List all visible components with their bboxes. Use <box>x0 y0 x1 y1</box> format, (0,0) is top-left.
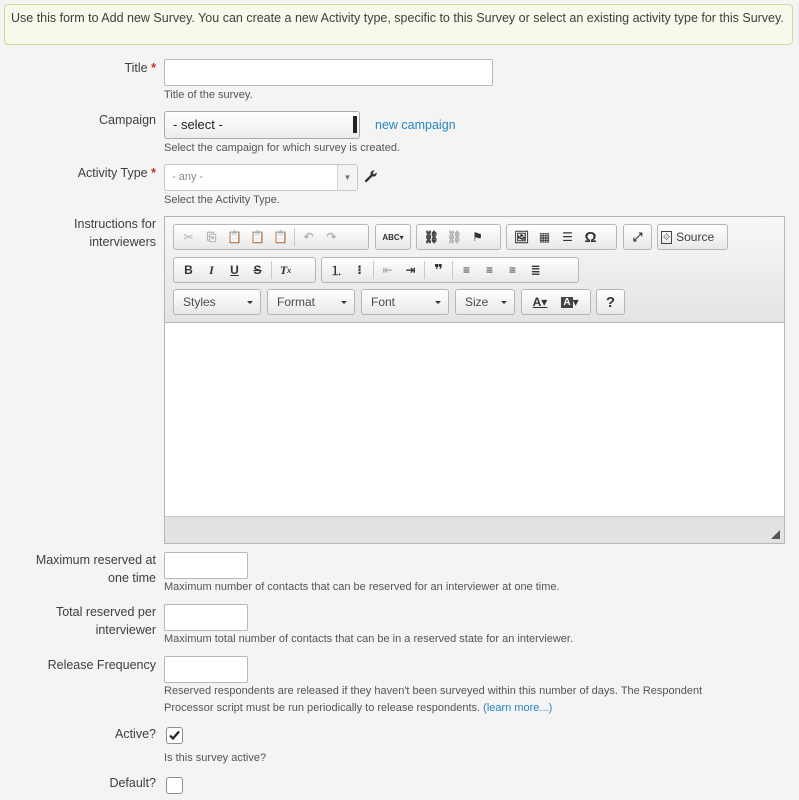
format-label: Format <box>277 295 316 309</box>
checkmark-icon <box>167 728 182 743</box>
activity-type-select[interactable] <box>164 164 358 191</box>
default-checkbox[interactable] <box>166 777 183 794</box>
source-icon: ⟐ <box>663 231 671 242</box>
active-description: Is this survey active? <box>164 752 267 764</box>
strikethrough-icon[interactable]: S <box>253 263 262 277</box>
font-label: Font <box>371 295 396 309</box>
separator <box>271 261 272 279</box>
select-arrow-icon <box>353 116 357 133</box>
help-message: Use this form to Add new Survey. You can create a new Activity type, specific to this Survey or select an existing activity type for this Survey. <box>4 4 793 45</box>
total-reserved-description: Maximum total number of contacts that can be in a reserved state for an interviewer. <box>164 633 574 645</box>
active-checkbox[interactable] <box>166 727 183 744</box>
undo-icon[interactable]: ↶ <box>303 230 314 244</box>
paste-word-icon[interactable]: 📋 <box>273 230 288 244</box>
blockquote-icon[interactable]: ❞ <box>434 262 443 279</box>
justify-icon[interactable]: ≣ <box>530 263 541 277</box>
release-frequency-input[interactable] <box>164 656 248 683</box>
unlink-icon[interactable]: ⛓ <box>446 230 463 244</box>
campaign-description: Select the campaign for which survey is created. <box>164 142 401 154</box>
size-combo[interactable] <box>455 289 515 315</box>
maximize-icon[interactable]: ⤢ <box>632 229 643 244</box>
required-mark: * <box>151 166 156 180</box>
spellcheck-group <box>375 224 411 250</box>
rich-text-editor[interactable] <box>164 216 785 544</box>
source-label: Source <box>676 230 715 244</box>
anchor-flag-icon[interactable]: ⚑ <box>472 230 483 244</box>
help-group <box>596 289 625 315</box>
chevron-down-icon <box>501 301 507 304</box>
maximize-group <box>623 224 652 250</box>
basic-styles-group <box>173 257 316 283</box>
editor-status-bar <box>165 516 784 543</box>
clipboard-group <box>173 224 369 250</box>
active-label: Active? <box>115 727 156 741</box>
text-color-icon[interactable]: A▾ <box>532 295 548 309</box>
background-color-icon[interactable]: A ▾ <box>563 295 579 309</box>
indent-icon[interactable]: ⇥ <box>405 263 416 277</box>
campaign-select[interactable] <box>164 111 360 139</box>
outdent-icon[interactable]: ⇤ <box>382 263 393 277</box>
link-icon[interactable]: ⛓ <box>423 230 440 244</box>
title-input[interactable] <box>164 59 493 86</box>
paste-text-icon[interactable]: 📋 <box>250 230 265 244</box>
source-button[interactable] <box>657 224 728 250</box>
chevron-down-icon <box>247 301 253 304</box>
activity-type-placeholder: - any - <box>172 171 204 183</box>
default-label: Default? <box>109 776 156 790</box>
numbered-list-icon[interactable]: ⒈ <box>330 263 343 278</box>
release-frequency-label: Release Frequency <box>47 658 156 672</box>
chevron-down-icon <box>435 301 441 304</box>
activity-type-description: Select the Activity Type. <box>164 194 280 206</box>
campaign-label: Campaign <box>99 113 156 127</box>
title-label: Title * <box>124 61 156 75</box>
spellcheck-icon[interactable]: ABC ▾ <box>382 232 404 242</box>
editor-toolbar <box>165 217 784 323</box>
campaign-select-value: - select - <box>173 117 223 132</box>
instructions-label: Instructions for interviewers <box>74 217 156 249</box>
chevron-down-icon: ▼ <box>337 165 357 190</box>
separator <box>424 261 425 279</box>
align-left-icon[interactable]: ≡ <box>462 263 470 277</box>
total-reserved-input[interactable] <box>164 604 248 631</box>
size-label: Size <box>465 295 489 309</box>
align-right-icon[interactable]: ≡ <box>508 263 516 277</box>
separator <box>452 261 453 279</box>
underline-icon[interactable]: U <box>230 263 239 277</box>
help-icon[interactable]: ? <box>605 293 616 311</box>
redo-icon[interactable]: ↷ <box>326 230 337 244</box>
wrench-icon[interactable] <box>364 170 378 184</box>
color-group <box>521 289 591 315</box>
table-icon[interactable]: ▦ <box>538 230 551 244</box>
paste-icon[interactable]: 📋 <box>227 230 242 244</box>
new-campaign-link[interactable]: new campaign <box>375 118 456 132</box>
font-combo[interactable] <box>361 289 449 315</box>
max-reserved-label: Maximum reserved at one time <box>35 553 156 585</box>
learn-more-link[interactable]: (learn more...) <box>483 702 553 714</box>
styles-label: Styles <box>183 295 216 309</box>
chevron-down-icon <box>341 301 347 304</box>
link-group <box>416 224 501 250</box>
cut-icon[interactable]: ✂ <box>183 230 194 244</box>
format-combo[interactable] <box>267 289 355 315</box>
insert-group <box>506 224 617 250</box>
remove-format-icon[interactable]: T x <box>279 262 292 277</box>
separator <box>294 228 295 246</box>
title-description: Title of the survey. <box>164 89 253 101</box>
bold-icon[interactable]: B <box>184 263 193 277</box>
copy-icon[interactable]: ⎘ <box>206 229 217 244</box>
italic-icon[interactable]: I <box>209 262 214 277</box>
separator <box>373 261 374 279</box>
activity-type-label: Activity Type * <box>77 166 156 180</box>
image-icon[interactable]: 🖼 <box>513 230 530 244</box>
max-reserved-description: Maximum number of contacts that can be reserved for an interviewer at one time. <box>164 581 560 593</box>
special-char-icon[interactable]: Ω <box>584 228 597 246</box>
bulleted-list-icon[interactable]: ⁝ <box>357 263 362 277</box>
styles-combo[interactable] <box>173 289 261 315</box>
max-reserved-input[interactable] <box>164 552 248 579</box>
align-center-icon[interactable]: ≡ <box>485 263 493 277</box>
horizontal-line-icon[interactable]: ☰ <box>562 230 573 244</box>
release-frequency-description: Reserved respondents are released if they haven't been surveyed within this number of days. The Respondent Processor script must be run periodically to release respondents. (learn more...) <box>164 685 703 714</box>
paragraph-group <box>321 257 579 283</box>
resize-handle-icon[interactable] <box>771 530 780 539</box>
total-reserved-label: Total reserved per interviewer <box>55 605 156 637</box>
editor-content-area[interactable] <box>165 323 784 517</box>
required-mark: * <box>151 61 156 75</box>
